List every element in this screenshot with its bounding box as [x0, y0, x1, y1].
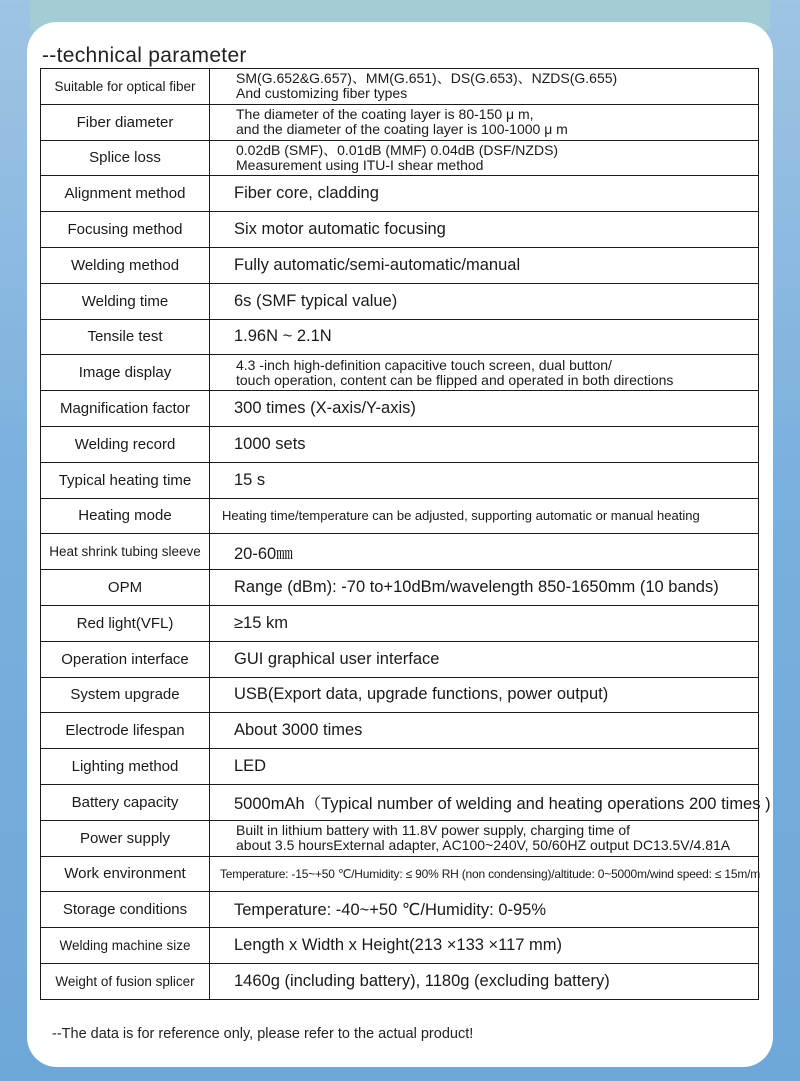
parameter-value-line: 5000mAh（Typical number of welding and heating operations 200 times ) [234, 795, 771, 814]
parameter-value [210, 856, 759, 892]
parameter-label: Welding record [41, 426, 210, 462]
section-heading: --technical parameter [42, 44, 247, 67]
parameter-value [210, 534, 759, 570]
parameter-value [210, 928, 759, 964]
table-row [41, 104, 759, 140]
parameter-label: Focusing method [41, 212, 210, 248]
parameter-value-line: ≥15 km [234, 613, 288, 632]
parameter-label: Storage conditions [41, 892, 210, 928]
table-row [41, 534, 759, 570]
parameter-value [210, 677, 759, 713]
table-row [41, 784, 759, 820]
parameter-value [210, 641, 759, 677]
table-row [41, 426, 759, 462]
parameter-value-line: 6s (SMF typical value) [234, 291, 398, 310]
parameter-value-line: Fully automatic/semi-automatic/manual [234, 255, 521, 274]
table-row [41, 391, 759, 427]
parameter-value-line: About 3000 times [234, 721, 363, 740]
parameter-value-line: Built in lithium battery with 11.8V power supply, charging time of [236, 822, 631, 839]
table-row [41, 713, 759, 749]
parameter-value [210, 713, 759, 749]
parameter-value [210, 319, 759, 355]
table-row [41, 641, 759, 677]
table-row [41, 677, 759, 713]
parameter-label: Alignment method [41, 176, 210, 212]
parameter-value [210, 605, 759, 641]
parameter-value [210, 426, 759, 462]
table-row [41, 892, 759, 928]
parameter-value-line: 20-60㎜ [234, 544, 293, 563]
parameter-value-line: GUI graphical user interface [234, 649, 440, 668]
parameter-value-line: 15 s [234, 470, 266, 489]
parameter-label: System upgrade [41, 677, 210, 713]
parameter-value-line: SM(G.652&G.657)、MM(G.651)、DS(G.653)、NZDS(G.655) [236, 70, 618, 87]
parameter-value [210, 820, 759, 856]
table-row [41, 355, 759, 391]
parameter-label: Electrode lifespan [41, 713, 210, 749]
parameter-label: Image display [41, 355, 210, 391]
parameter-value-line: USB(Export data, upgrade functions, power output) [234, 685, 609, 704]
table-row [41, 605, 759, 641]
parameter-value-line: Range (dBm): -70 to+10dBm/wavelength 850-1650mm (10 bands) [234, 578, 719, 597]
parameter-label: Fiber diameter [41, 104, 210, 140]
parameter-value [210, 498, 759, 534]
parameter-label: Lighting method [41, 749, 210, 785]
parameter-label: Power supply [41, 820, 210, 856]
parameter-value-line: Fiber core, cladding [234, 184, 379, 203]
parameter-value-line: The diameter of the coating layer is 80-150 μ m, [236, 106, 534, 123]
parameter-label: Magnification factor [41, 391, 210, 427]
table-row [41, 928, 759, 964]
parameter-label: Operation interface [41, 641, 210, 677]
parameter-value-line: 1460g (including battery), 1180g (excluding battery) [234, 971, 610, 990]
table-row [41, 498, 759, 534]
parameter-label: Welding time [41, 283, 210, 319]
parameter-value-line: Length x Width x Height(213 ×133 ×117 mm) [234, 936, 563, 955]
table-row [41, 462, 759, 498]
table-row [41, 820, 759, 856]
parameter-value-line: Temperature: -40~+50 ℃/Humidity: 0-95% [234, 900, 547, 919]
parameter-value [210, 104, 759, 140]
parameter-label: Welding method [41, 247, 210, 283]
parameter-value-line: 1000 sets [234, 434, 306, 453]
parameter-value [210, 176, 759, 212]
parameter-label: Heat shrink tubing sleeve [41, 534, 210, 570]
parameter-value [210, 462, 759, 498]
table-row [41, 247, 759, 283]
disclaimer-note: --The data is for reference only, please refer to the actual product! [52, 1026, 474, 1042]
parameter-value-line: and the diameter of the coating layer is 100-1000 μ m [236, 121, 568, 138]
parameter-value-line: And customizing fiber types [236, 85, 408, 102]
parameter-value-line: Measurement using ITU-I shear method [236, 156, 484, 173]
parameter-value-line: touch operation, content can be flipped and operated in both directions [236, 371, 674, 388]
table-row [41, 963, 759, 999]
parameter-value [210, 784, 771, 820]
table-row [41, 570, 759, 606]
table-row [41, 212, 759, 248]
parameter-value [210, 391, 759, 427]
parameter-value [210, 247, 759, 283]
parameter-value-line: 0.02dB (SMF)、0.01dB (MMF) 0.04dB (DSF/NZDS) [236, 141, 559, 158]
parameter-value-line: Six motor automatic focusing [234, 220, 446, 239]
parameter-label: Splice loss [41, 140, 210, 176]
table-row [41, 176, 759, 212]
parameter-label: Weight of fusion splicer [41, 963, 210, 999]
parameter-value [210, 69, 759, 105]
parameter-value-line: LED [234, 757, 267, 776]
parameter-label: Suitable for optical fiber [41, 69, 210, 105]
parameter-value-line: 300 times (X-axis/Y-axis) [234, 399, 416, 418]
parameter-value [210, 355, 759, 391]
parameter-label: Red light(VFL) [41, 605, 210, 641]
parameter-value-line: 1.96N ~ 2.1N [234, 327, 332, 346]
parameter-value-line: about 3.5 hoursExternal adapter, AC100~240V, 50/60HZ output DC13.5V/4.81A [236, 837, 731, 854]
table-row [41, 856, 759, 892]
parameter-value-line: Heating time/temperature can be adjusted, supporting automatic or manual heating [222, 508, 700, 524]
parameter-label: Welding machine size [41, 928, 210, 964]
parameter-label: Battery capacity [41, 784, 210, 820]
parameter-table [40, 68, 771, 1000]
parameter-label: Tensile test [41, 319, 210, 355]
parameter-value [210, 963, 759, 999]
parameter-value [210, 570, 759, 606]
parameter-label: OPM [41, 570, 210, 606]
parameter-label: Heating mode [41, 498, 210, 534]
table-row [41, 140, 759, 176]
parameter-value [210, 749, 759, 785]
parameter-value [210, 892, 759, 928]
parameter-label: Typical heating time [41, 462, 210, 498]
table-row [41, 319, 759, 355]
table-row [41, 749, 759, 785]
table-row [41, 283, 759, 319]
table-row [41, 69, 759, 105]
parameter-value-line: 4.3 -inch high-definition capacitive touch screen, dual button/ [236, 356, 612, 373]
parameter-label: Work environment [41, 856, 210, 892]
parameter-value [210, 212, 759, 248]
parameter-value [210, 283, 759, 319]
parameter-value [210, 140, 759, 176]
parameter-value-line: Temperature: -15~+50 ℃/Humidity: ≤ 90% RH (non condensing)/altitude: 0~5000m/wind speed: ≤ 15m/m [220, 866, 761, 881]
